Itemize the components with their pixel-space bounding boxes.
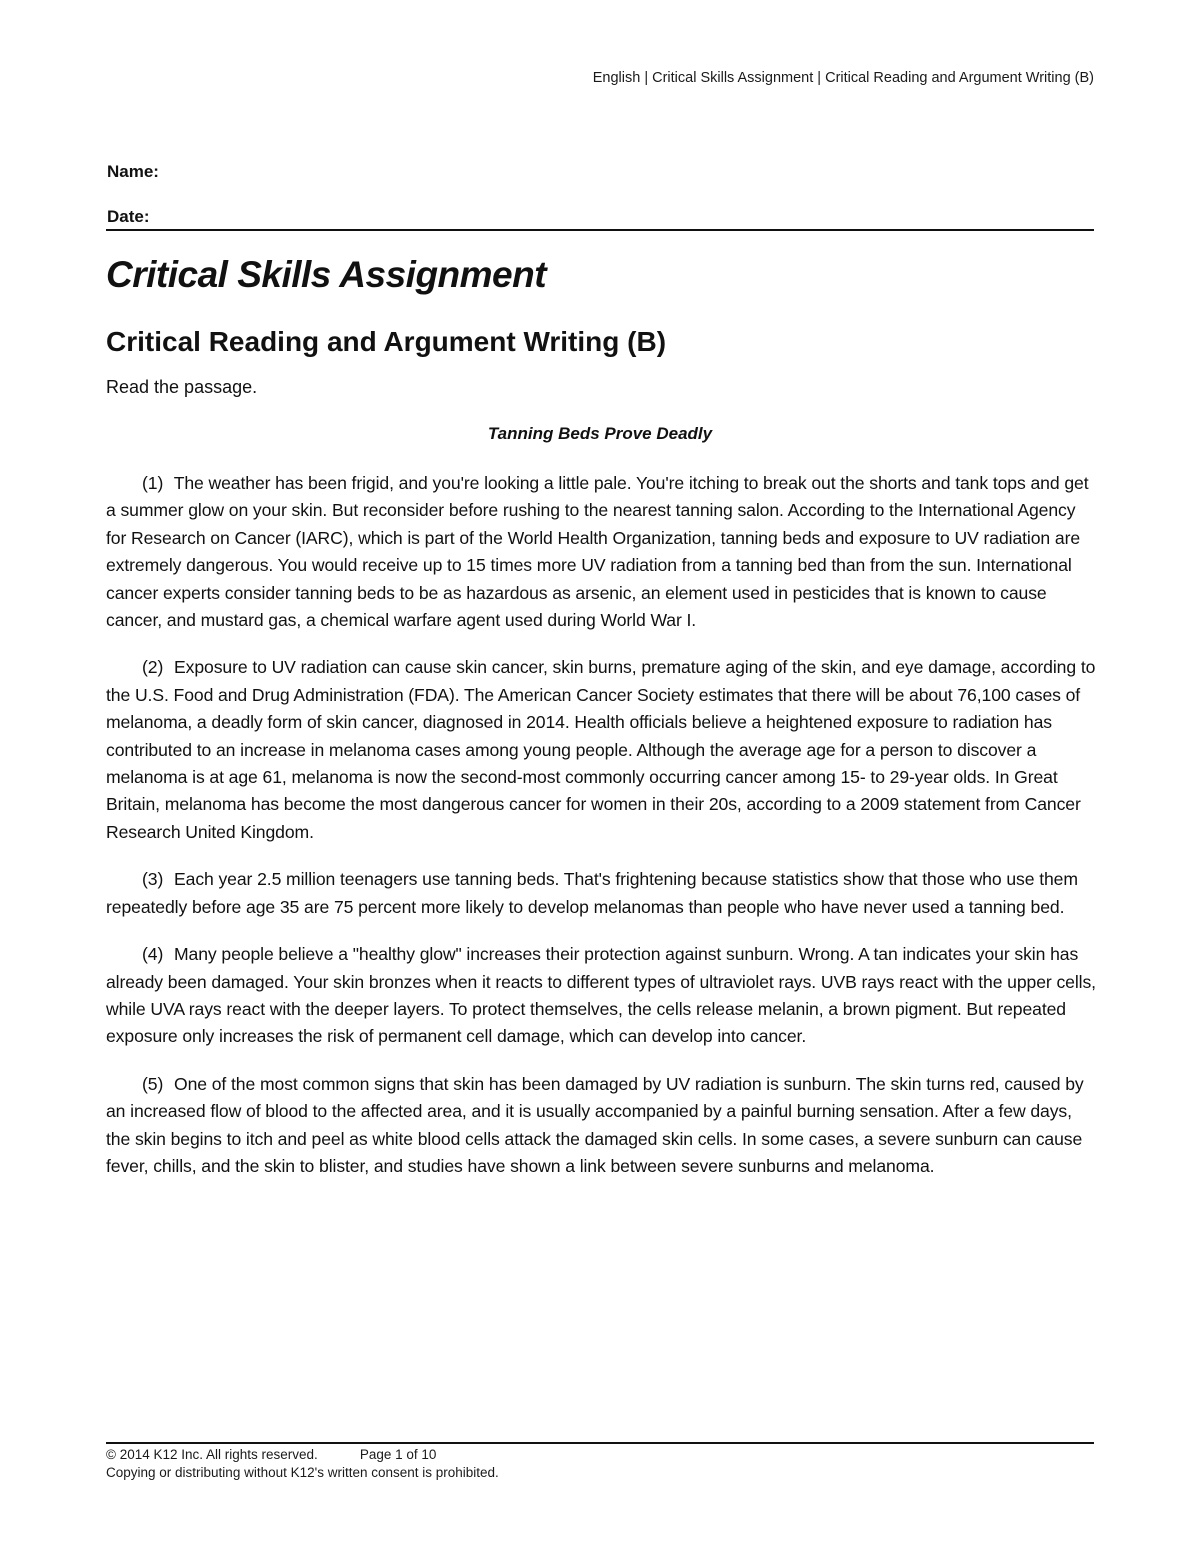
page-number: Page 1 of 10 xyxy=(359,1447,437,1462)
footer-line xyxy=(106,1446,499,1464)
paragraph-number: (2) xyxy=(142,657,164,678)
passage-paragraph xyxy=(106,470,1096,634)
paragraph-number: (5) xyxy=(142,1073,164,1094)
name-label: Name: xyxy=(107,162,159,181)
paragraph-text: Each year 2.5 million teenagers use tanning beds. That's frightening because statistics show that those who use them repeatedly before age 35 are 75 percent more likely to develop melanomas than people who have never used a tanning bed. xyxy=(106,869,1078,917)
copying-notice: Copying or distributing without K12's written consent is prohibited. xyxy=(106,1465,499,1480)
paragraph-number: (3) xyxy=(142,869,164,890)
passage-paragraph xyxy=(106,941,1096,1051)
header-divider xyxy=(106,229,1094,231)
document-subtitle: Critical Reading and Argument Writing (B) xyxy=(106,326,667,357)
document-title: Critical Skills Assignment xyxy=(106,254,547,295)
running-header: English | Critical Skills Assignment | Critical Reading and Argument Writing (B) xyxy=(592,70,1094,86)
copyright-text: © 2014 K12 Inc. All rights reserved. xyxy=(106,1447,318,1462)
page-footer xyxy=(106,1446,499,1482)
paragraph-text: The weather has been frigid, and you're looking a little pale. You're itching to break out the shorts and tank tops and get a summer glow on your skin. But reconsider before rushing to the nearest tanning salon. According to the International Agency for Research on Cancer (IARC), which is part of the World Health Organization, tanning beds and exposure to UV radiation are extremely dangerous. You would receive up to 15 times more UV radiation from a tanning bed than from the sun. International cancer experts consider tanning beds to be as hazardous as arsenic, an element used in pesticides that is known to cause cancer, and mustard gas, a chemical warfare agent used during World War I. xyxy=(106,473,1089,631)
footer-divider xyxy=(106,1442,1094,1444)
paragraph-text: Exposure to UV radiation can cause skin cancer, skin burns, premature aging of the skin, and eye damage, according to the U.S. Food and Drug Administration (FDA). The American Cancer Society estimates that there will be about 76,100 cases of melanoma, a deadly form of skin cancer, diagnosed in 2014. Health officials believe a heightened exposure to radiation has contributed to an increase in melanoma cases among young people. Although the average age for a person to discover a melanoma is at age 61, melanoma is now the second-most commonly occurring cancer among 15- to 29-year olds. In Great Britain, melanoma has become the most dangerous cancer for women in their 20s, according to a 2009 statement from Cancer Research United Kingdom. xyxy=(106,657,1096,842)
passage-paragraph xyxy=(106,866,1096,921)
paragraph-number: (1) xyxy=(142,473,164,493)
paragraph-text: Many people believe a "healthy glow" increases their protection against sunburn. Wrong. A tan indicates your skin has already been damaged. Your skin bronzes when it reacts to different types of ultraviolet rays. UVB rays react with the upper cells, while UVA rays react with the deeper layers. To protect themselves, the cells release melanin, a brown pigment. But repeated exposure only increases the risk of permanent cell damage, which can develop into cancer. xyxy=(106,944,1096,1047)
date-label: Date: xyxy=(107,207,150,226)
passage-paragraph xyxy=(106,1071,1096,1181)
passage-title: Tanning Beds Prove Deadly xyxy=(487,424,713,443)
instruction-text: Read the passage. xyxy=(106,377,258,397)
paragraph-number: (4) xyxy=(142,944,164,965)
paragraph-text: One of the most common signs that skin has been damaged by UV radiation is sunburn. The skin turns red, caused by an increased flow of blood to the affected area, and it is usually accompanied by a painful burning sensation. After a few days, the skin begins to itch and peel as white blood cells attack the damaged skin cells. In some cases, a severe sunburn can cause fever, chills, and the skin to blister, and studies have shown a link between severe sunburns and melanoma. xyxy=(106,1073,1084,1176)
passage-body xyxy=(106,470,1096,1200)
passage-paragraph xyxy=(106,654,1096,846)
